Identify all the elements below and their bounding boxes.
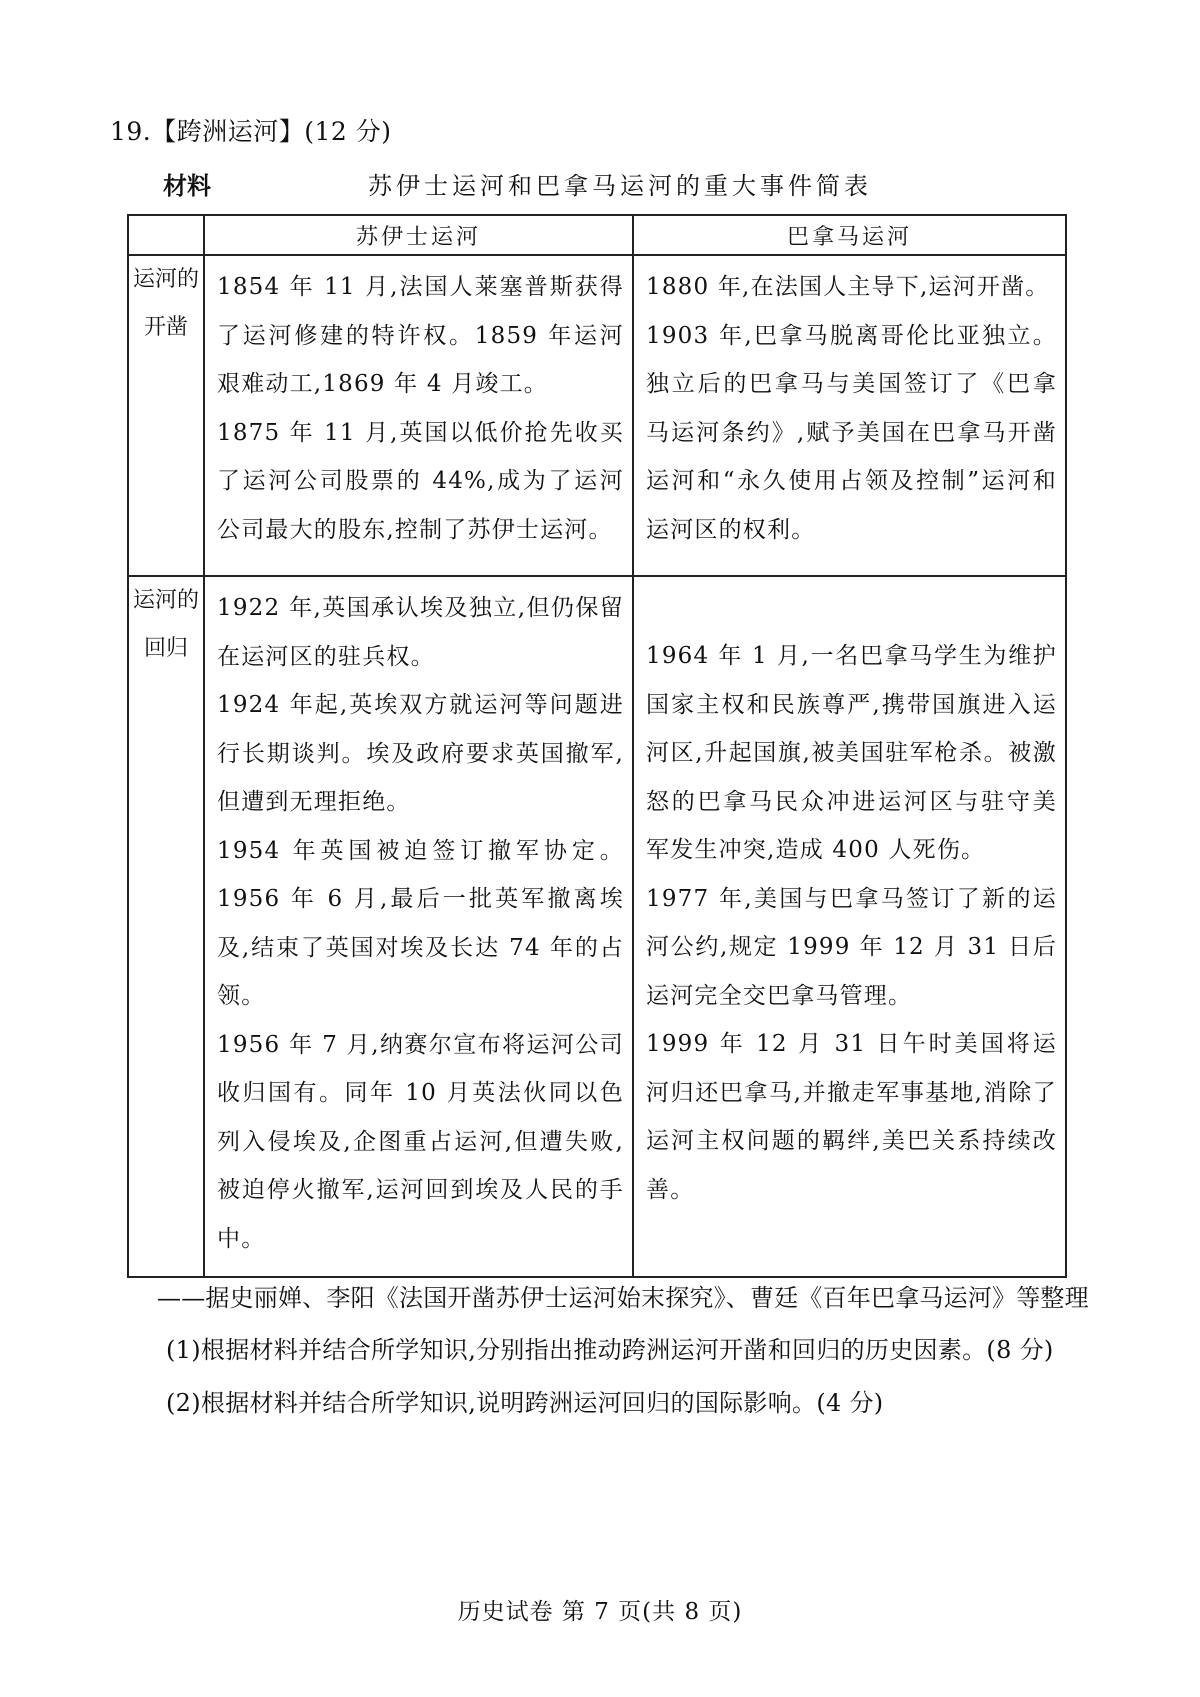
row-label-return: [128, 576, 204, 1277]
suez-return-cell: [204, 576, 633, 1277]
header-blank: [128, 215, 204, 255]
panama-excavation-cell: [633, 255, 1066, 576]
header-panama: 巴拿马运河: [633, 215, 1066, 255]
panama-paragraph: 1977 年,美国与巴拿马签订了新的运河公约,规定 1999 年 12 月 31 日后运河完全交巴拿马管理。: [646, 885, 1057, 1009]
suez-paragraph: 1922 年,英国承认埃及独立,但仍保留在运河区的驻兵权。: [217, 595, 624, 670]
suez-paragraph: 1954 年英国被迫签订撤军协定。1956 年 6 月,最后一批英军撤离埃及,结束了英国对埃及长达 74 年的占领。: [217, 837, 624, 1009]
cell-spacer: [646, 584, 1057, 632]
row-label-excavation: [128, 255, 204, 576]
events-table: [127, 214, 1067, 1278]
panama-paragraph: 1964 年 1 月,一名巴拿马学生为维护国家主权和民族尊严,携带国旗进入运河区,升起国旗,被美国驻军枪杀。被激怒的巴拿马民众冲进运河区与驻守美军发生冲突,造成 400 人死伤。: [646, 643, 1057, 863]
panama-paragraph: 1903 年,巴拿马脱离哥伦比亚独立。独立后的巴拿马与美国签订了《巴拿马运河条约》,赋予美国在巴拿马开凿运河和“永久使用占领及控制”运河和运河区的权利。: [646, 322, 1057, 543]
question-title: 19.【跨洲运河】(12 分): [110, 117, 392, 146]
panama-paragraph: 1880 年,在法国人主导下,运河开凿。: [646, 274, 1050, 300]
suez-paragraph: 1956 年 7 月,纳赛尔宣布将运河公司收归国有。同年 10 月英法伙同以色列入侵埃及,企图重占运河,但遭失败,被迫停火撤军,运河回到埃及人民的手中。: [217, 1031, 624, 1252]
sub-question-1: (1)根据材料并结合所学知识,分别指出推动跨洲运河开凿和回归的历史因素。(8 分): [166, 1336, 1054, 1364]
row-label-line: 运河的: [132, 267, 199, 292]
suez-paragraph: 1924 年起,英埃双方就运河等问题进行长期谈判。埃及政府要求英国撤军,但遭到无理拒绝。: [217, 692, 624, 815]
panama-paragraph: 1999 年 12 月 31 日午时美国将运河归还巴拿马,并撤走军事基地,消除了运河主权问题的羁绊,美巴关系持续改善。: [646, 1031, 1057, 1203]
table-row-return: [128, 576, 1066, 1277]
row-label-line: 回归: [143, 636, 188, 661]
header-suez: 苏伊士运河: [204, 215, 633, 255]
material-label: 材料: [163, 172, 211, 200]
table-header-row: [128, 215, 1066, 255]
table-title: 苏伊士运河和巴拿马运河的重大事件简表: [368, 172, 872, 200]
row-label-line: 开凿: [143, 315, 188, 340]
suez-excavation-cell: [204, 255, 633, 576]
sub-question-2: (2)根据材料并结合所学知识,说明跨洲运河回归的国际影响。(4 分): [166, 1389, 884, 1417]
suez-paragraph: 1875 年 11 月,英国以低价抢先收买了运河公司股票的 44%,成为了运河公司最大的股东,控制了苏伊士运河。: [217, 419, 624, 543]
row-label-line: 运河的: [132, 588, 199, 613]
suez-paragraph: 1854 年 11 月,法国人莱塞普斯获得了运河修建的特许权。1859 年运河艰难动工,1869 年 4 月竣工。: [217, 274, 624, 397]
panama-return-cell: [633, 576, 1066, 1277]
page-footer: 历史试卷 第 7 页(共 8 页): [457, 1599, 743, 1625]
table-row-excavation: [128, 255, 1066, 576]
source-citation: ——据史丽婵、李阳《法国开凿苏伊士运河始末探究》、曹廷《百年巴拿马运河》等整理: [157, 1284, 1089, 1312]
